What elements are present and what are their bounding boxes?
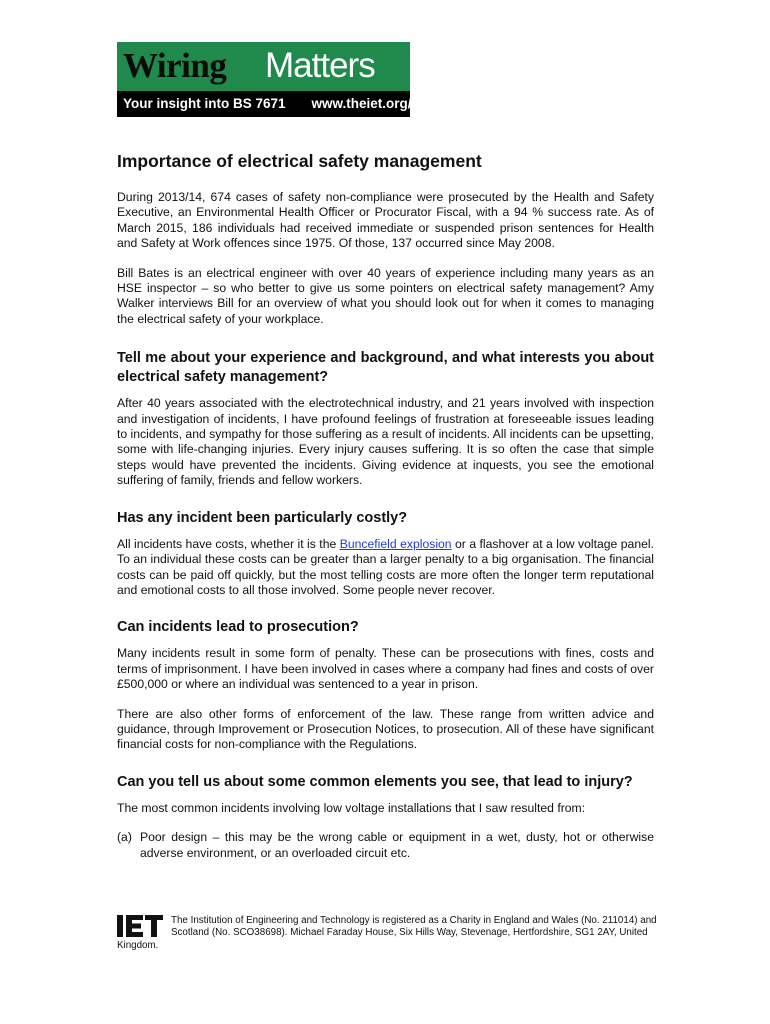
answer-prosecution-2: There are also other forms of enforcement of the law. These range from written advice and guidance, through Improvement or Prosecution Notices, to prosecution. All of these have significant financial costs for non-compliance with the Regulations. (117, 706, 654, 752)
answer-costly-start: All incidents have costs, whether it is the (117, 536, 340, 551)
footer (117, 915, 657, 952)
list-item-marker: (a) (117, 830, 132, 845)
banner-logo-area (117, 42, 410, 91)
article-title: Importance of electrical safety management (117, 151, 482, 171)
wiring-matters-banner (117, 42, 435, 117)
answer-costly-end: or a flashover at a low voltage panel. To an individual these costs can be greater than a larger penalty to a big organisation. The financial costs can be paid off quickly, but the most telling costs are more often the longer term reputational and emotional costs to all those involved. Some people never recover. (117, 536, 654, 597)
answer-costly (117, 537, 654, 599)
logo-matters-text: Matters (265, 46, 375, 85)
question-costly: Has any incident been particularly costly? (117, 509, 408, 526)
answer-common-elements-intro: The most common incidents involving low voltage installations that I saw resulted from: (117, 800, 586, 815)
answer-prosecution-1: Many incidents result in some form of penalty. These can be prosecutions with fines, costs and terms of imprisonment. I have been involved in cases where a company had fines and costs of over £500,000 or where an individual was sentenced to a year in prison. (117, 646, 654, 692)
article-body (117, 150, 654, 861)
question-prosecution: Can incidents lead to prosecution? (117, 619, 359, 636)
intro-paragraph-2: Bill Bates is an electrical engineer with over 40 years of experience including many years as an HSE inspector – so who better to give us some pointers on electrical safety management? Amy Walker interviews Bill for an overview of what you should look out for when it comes to managing the electrical safety of your workplace. (117, 265, 654, 326)
question-common-elements: Can you tell us about some common elements you see, that lead to injury? (117, 773, 633, 790)
buncefield-explosion-link[interactable]: Buncefield explosion (339, 536, 452, 551)
banner-url: www.theiet.org/wm (311, 96, 435, 111)
list-item-text: Poor design – this may be the wrong cable or equipment in a wet, dusty, hot or otherwise adverse environment, or an overloaded circuit etc. (140, 830, 654, 860)
intro-paragraph-1: During 2013/14, 674 cases of safety non-compliance were prosecuted by the Health and Safety Executive, an Environmental Health Officer or Procurator Fiscal, with a 94 % success rate. As of March 2015, 186 individuals had received immediate or suspended prison sentences for Health and Safety at Work offences since 1975. Of those, 137 occurred since May 2008. (117, 190, 654, 251)
answer-experience: After 40 years associated with the electrotechnical industry, and 21 years involved with inspection and investigation of incidents, I have profound feelings of frustration at foreseeable issues leading to incidents, and sympathy for those suffering as a result of incidents. All incidents can be upsetting, some with life-changing injuries. Every injury causes suffering. It is so often the case that simple steps would have prevented the incidents. Giving evidence at inquests, you see the emotional suffering of family, friends and fellow workers. (117, 396, 655, 488)
list-item (117, 830, 654, 861)
banner-tagline-bar (117, 91, 435, 117)
banner-tagline: Your insight into BS 7671 (123, 96, 286, 111)
footer-text: The Institution of Engineering and Technology is registered as a Charity in England and Wales (No. 211014) and Scotland (No. SCO38698). Michael Faraday House, Six Hills Way, Stevenage, Hertfordshire, SG1 2AY, United Kingdom. (117, 915, 657, 951)
logo-wiring-text: Wiring (123, 46, 227, 85)
question-experience: Tell me about your experience and background, and what interests you about electrical safety management? (117, 350, 654, 386)
iet-logo-icon (117, 915, 163, 937)
